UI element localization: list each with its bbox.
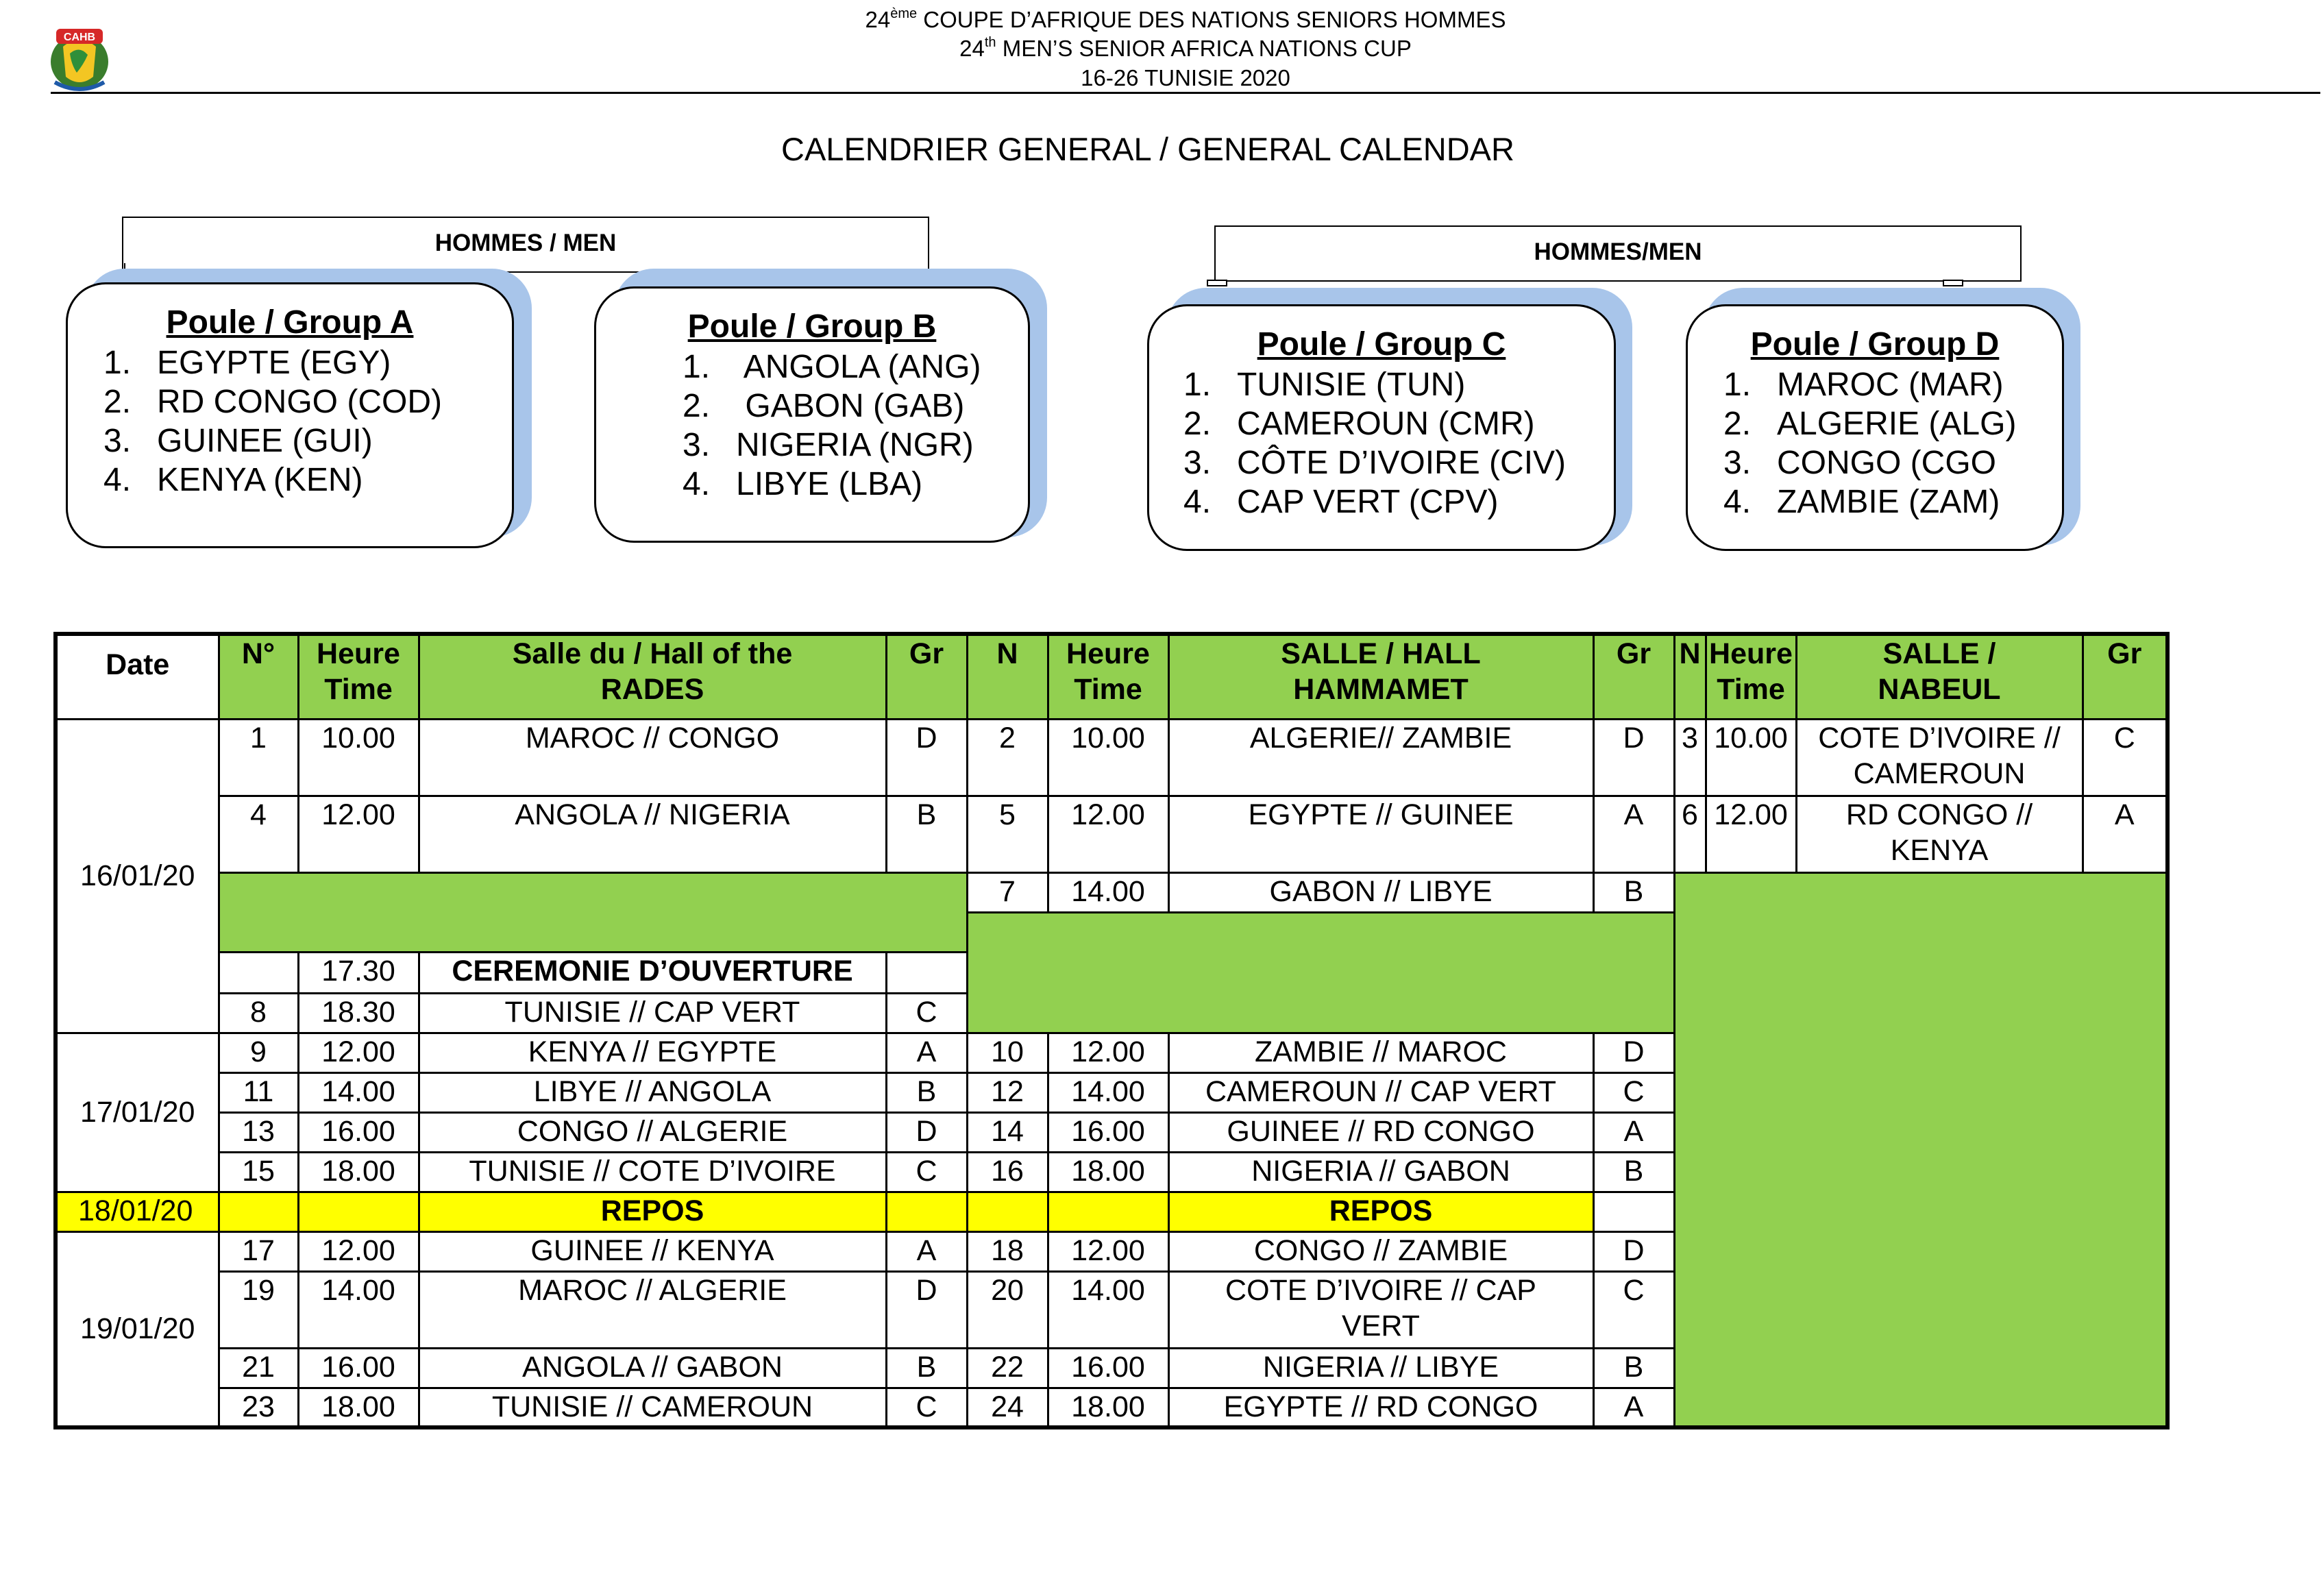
- match-teams: CONGO // ALGERIE: [419, 1112, 886, 1152]
- match-number: 3: [1674, 719, 1706, 796]
- match-teams: TUNISIE // COTE D’IVOIRE: [419, 1152, 886, 1192]
- match-teams: GABON // LIBYE: [1168, 872, 1593, 912]
- match-time: 12.00: [1048, 1231, 1168, 1271]
- group-c-box: [1147, 304, 1616, 551]
- match-teams: EGYPTE // GUINEE: [1168, 796, 1593, 872]
- team-item: 1. MAROC (MAR): [1723, 367, 2004, 403]
- match-time: 10.00: [1048, 719, 1168, 796]
- group-d-teams: [1723, 365, 2062, 521]
- group-a-teams: [103, 343, 512, 500]
- match-teams: KENYA // EGYPTE: [419, 1033, 886, 1072]
- match-time: 16.00: [1048, 1112, 1168, 1152]
- match-number: 24: [967, 1388, 1048, 1427]
- match-number: 23: [219, 1388, 298, 1427]
- team-item: 1. TUNISIE (TUN): [1183, 367, 1466, 403]
- date-cell: 18/01/20: [56, 1192, 219, 1231]
- match-group: C: [1593, 1072, 1674, 1112]
- header-line-fr: 24ème COUPE D’AFRIQUE DES NATIONS SENIORS HOMMES: [865, 6, 1506, 32]
- team-item: 1. EGYPTE (EGY): [103, 345, 391, 381]
- match-number: 16: [967, 1152, 1048, 1192]
- match-time: 16.00: [298, 1112, 419, 1152]
- team-item: 3. GUINEE (GUI): [103, 423, 373, 459]
- schedule-table: [53, 632, 2170, 1429]
- col-hall-hammamet: SALLE / HALL HAMMAMET: [1168, 634, 1593, 719]
- date-cell: 16/01/20: [56, 719, 219, 1033]
- logo-text: CAHB: [63, 32, 96, 43]
- team-item: 2. CAMEROUN (CMR): [1183, 406, 1535, 442]
- match-group: A: [1593, 1112, 1674, 1152]
- match-teams: CONGO // ZAMBIE: [1168, 1231, 1593, 1271]
- team-item: 2. RD CONGO (COD): [103, 384, 442, 420]
- match-teams: ANGOLA // GABON: [419, 1348, 886, 1388]
- match-time: 16.00: [298, 1348, 419, 1388]
- col-hall-nabeul: SALLE / NABEUL: [1796, 634, 2083, 719]
- banner-label: HOMMES / MEN: [434, 230, 617, 256]
- match-teams: GUINEE // RD CONGO: [1168, 1112, 1593, 1152]
- header-line-en: 24th MEN’S SENIOR AFRICA NATIONS CUP: [959, 35, 1412, 61]
- match-teams: MAROC // CONGO: [419, 719, 886, 796]
- match-number: [967, 1192, 1048, 1231]
- header-row: [56, 634, 2168, 719]
- match-group: C: [886, 1388, 967, 1427]
- match-teams: GUINEE // KENYA: [419, 1231, 886, 1271]
- match-number: 20: [967, 1271, 1048, 1348]
- match-group: B: [886, 1348, 967, 1388]
- match-number: 8: [219, 993, 298, 1033]
- group-b-teams: [683, 347, 1028, 504]
- match-number: 13: [219, 1112, 298, 1152]
- match-time: 12.00: [1048, 1033, 1168, 1072]
- match-number: 10: [967, 1033, 1048, 1072]
- match-time: 18.00: [1048, 1152, 1168, 1192]
- match-number: [219, 1192, 298, 1231]
- match-group: A: [886, 1231, 967, 1271]
- col-date: Date: [56, 634, 219, 719]
- match-number: 12: [967, 1072, 1048, 1112]
- match-number: 5: [967, 796, 1048, 872]
- table-row: [56, 719, 2168, 796]
- match-time: 10.00: [1706, 719, 1796, 796]
- match-group: B: [1593, 872, 1674, 912]
- team-item: 4. KENYA (KEN): [103, 462, 363, 498]
- col-time: Heure Time: [1048, 634, 1168, 719]
- col-number: N: [967, 634, 1048, 719]
- match-teams: RD CONGO // KENYA: [1796, 796, 2083, 872]
- match-group: C: [1593, 1271, 1674, 1348]
- match-number: 11: [219, 1072, 298, 1112]
- match-teams: CAMEROUN // CAP VERT: [1168, 1072, 1593, 1112]
- match-group: D: [886, 1112, 967, 1152]
- col-time: Heure Time: [1706, 634, 1796, 719]
- match-time: 18.30: [298, 993, 419, 1033]
- col-hall-rades: Salle du / Hall of the RADES: [419, 634, 886, 719]
- banner-men-left: [122, 217, 929, 273]
- team-item: 3. CONGO (CGO: [1723, 445, 1996, 481]
- match-time: 12.00: [1706, 796, 1796, 872]
- group-title: Poule / Group D: [1750, 326, 2000, 363]
- match-group: A: [1593, 1388, 1674, 1427]
- group-title: Poule / Group B: [687, 308, 937, 345]
- empty-slot: [1674, 872, 2168, 1427]
- match-group: [886, 1192, 967, 1231]
- match-time: 16.00: [1048, 1348, 1168, 1388]
- empty-slot: [967, 912, 1674, 1033]
- col-number: N: [1674, 634, 1706, 719]
- group-c-teams: [1183, 365, 1614, 521]
- group-b-box: [594, 286, 1030, 543]
- match-group: D: [886, 719, 967, 796]
- banner-men-right: [1214, 225, 2022, 282]
- match-teams: COTE D’IVOIRE // CAP VERT: [1168, 1271, 1593, 1348]
- rest-label: REPOS: [419, 1192, 886, 1231]
- match-group: D: [1593, 1231, 1674, 1271]
- match-teams: ALGERIE// ZAMBIE: [1168, 719, 1593, 796]
- team-item: 1. ANGOLA (ANG): [683, 349, 981, 385]
- match-teams: NIGERIA // LIBYE: [1168, 1348, 1593, 1388]
- match-number: 18: [967, 1231, 1048, 1271]
- match-number: 1: [219, 719, 298, 796]
- group-title: Poule / Group C: [1257, 326, 1506, 363]
- match-group: A: [886, 1033, 967, 1072]
- match-group: C: [886, 993, 967, 1033]
- col-number: N°: [219, 634, 298, 719]
- match-time: 18.00: [298, 1152, 419, 1192]
- match-number: 15: [219, 1152, 298, 1192]
- match-teams: ZAMBIE // MAROC: [1168, 1033, 1593, 1072]
- match-teams: NIGERIA // GABON: [1168, 1152, 1593, 1192]
- match-group: D: [1593, 1033, 1674, 1072]
- date-cell: 17/01/20: [56, 1033, 219, 1192]
- team-item: 4. ZAMBIE (ZAM): [1723, 484, 2000, 520]
- match-group: D: [886, 1271, 967, 1348]
- match-teams: MAROC // ALGERIE: [419, 1271, 886, 1348]
- match-number: 14: [967, 1112, 1048, 1152]
- date-cell: 19/01/20: [56, 1231, 219, 1427]
- match-group: C: [2083, 719, 2168, 796]
- match-teams: COTE D’IVOIRE // CAMEROUN: [1796, 719, 2083, 796]
- match-number: [219, 952, 298, 993]
- match-number: 4: [219, 796, 298, 872]
- match-group: D: [1593, 719, 1674, 796]
- header-rule: [51, 92, 2320, 94]
- match-group: A: [1593, 796, 1674, 872]
- match-group: B: [886, 1072, 967, 1112]
- col-time: Heure Time: [298, 634, 419, 719]
- match-group: C: [886, 1152, 967, 1192]
- cahb-logo: [42, 19, 116, 95]
- ceremony-label: CEREMONIE D’OUVERTURE: [419, 952, 886, 993]
- match-group: A: [2083, 796, 2168, 872]
- match-time: 14.00: [298, 1271, 419, 1348]
- col-group: Gr: [2083, 634, 2168, 719]
- header-line-dates: 16-26 TUNISIE 2020: [1081, 65, 1290, 90]
- match-time: 14.00: [298, 1072, 419, 1112]
- match-group: B: [886, 796, 967, 872]
- match-time: [1048, 1192, 1168, 1231]
- match-group: B: [1593, 1152, 1674, 1192]
- group-a-box: [66, 282, 514, 548]
- match-group: [886, 952, 967, 993]
- team-item: 3. CÔTE D’IVOIRE (CIV): [1183, 445, 1567, 481]
- team-item: 2. GABON (GAB): [683, 388, 965, 424]
- match-time: 12.00: [298, 1231, 419, 1271]
- match-number: 22: [967, 1348, 1048, 1388]
- match-number: 9: [219, 1033, 298, 1072]
- match-time: [298, 1192, 419, 1231]
- rest-label: REPOS: [1168, 1192, 1593, 1231]
- match-number: 2: [967, 719, 1048, 796]
- match-time: 12.00: [298, 1033, 419, 1072]
- match-number: 6: [1674, 796, 1706, 872]
- match-teams: TUNISIE // CAP VERT: [419, 993, 886, 1033]
- match-time: 18.00: [1048, 1388, 1168, 1427]
- match-number: 21: [219, 1348, 298, 1388]
- match-time: 14.00: [1048, 1271, 1168, 1348]
- match-teams: TUNISIE // CAMEROUN: [419, 1388, 886, 1427]
- match-group: B: [1593, 1348, 1674, 1388]
- match-number: 7: [967, 872, 1048, 912]
- match-teams: LIBYE // ANGOLA: [419, 1072, 886, 1112]
- calendar-title: CALENDRIER GENERAL / GENERAL CALENDAR: [781, 131, 1514, 167]
- match-time: 10.00: [298, 719, 419, 796]
- group-d-box: [1686, 304, 2064, 551]
- match-group: [1593, 1192, 1674, 1231]
- match-number: 17: [219, 1231, 298, 1271]
- match-time: 14.00: [1048, 1072, 1168, 1112]
- match-time: 18.00: [298, 1388, 419, 1427]
- team-item: 3. NIGERIA (NGR): [683, 427, 974, 463]
- group-title: Poule / Group A: [166, 304, 414, 341]
- col-group: Gr: [1593, 634, 1674, 719]
- table-row: [56, 796, 2168, 872]
- team-item: 2. ALGERIE (ALG): [1723, 406, 2017, 442]
- table-row: [56, 872, 2168, 912]
- match-number: 19: [219, 1271, 298, 1348]
- match-time: 14.00: [1048, 872, 1168, 912]
- banner-label: HOMMES/MEN: [1534, 238, 1702, 265]
- match-time: 17.30: [298, 952, 419, 993]
- match-time: 12.00: [1048, 796, 1168, 872]
- empty-slot: [219, 872, 967, 952]
- match-teams: EGYPTE // RD CONGO: [1168, 1388, 1593, 1427]
- col-group: Gr: [886, 634, 967, 719]
- match-teams: ANGOLA // NIGERIA: [419, 796, 886, 872]
- match-time: 12.00: [298, 796, 419, 872]
- team-item: 4. CAP VERT (CPV): [1183, 484, 1499, 520]
- team-item: 4. LIBYE (LBA): [683, 466, 923, 502]
